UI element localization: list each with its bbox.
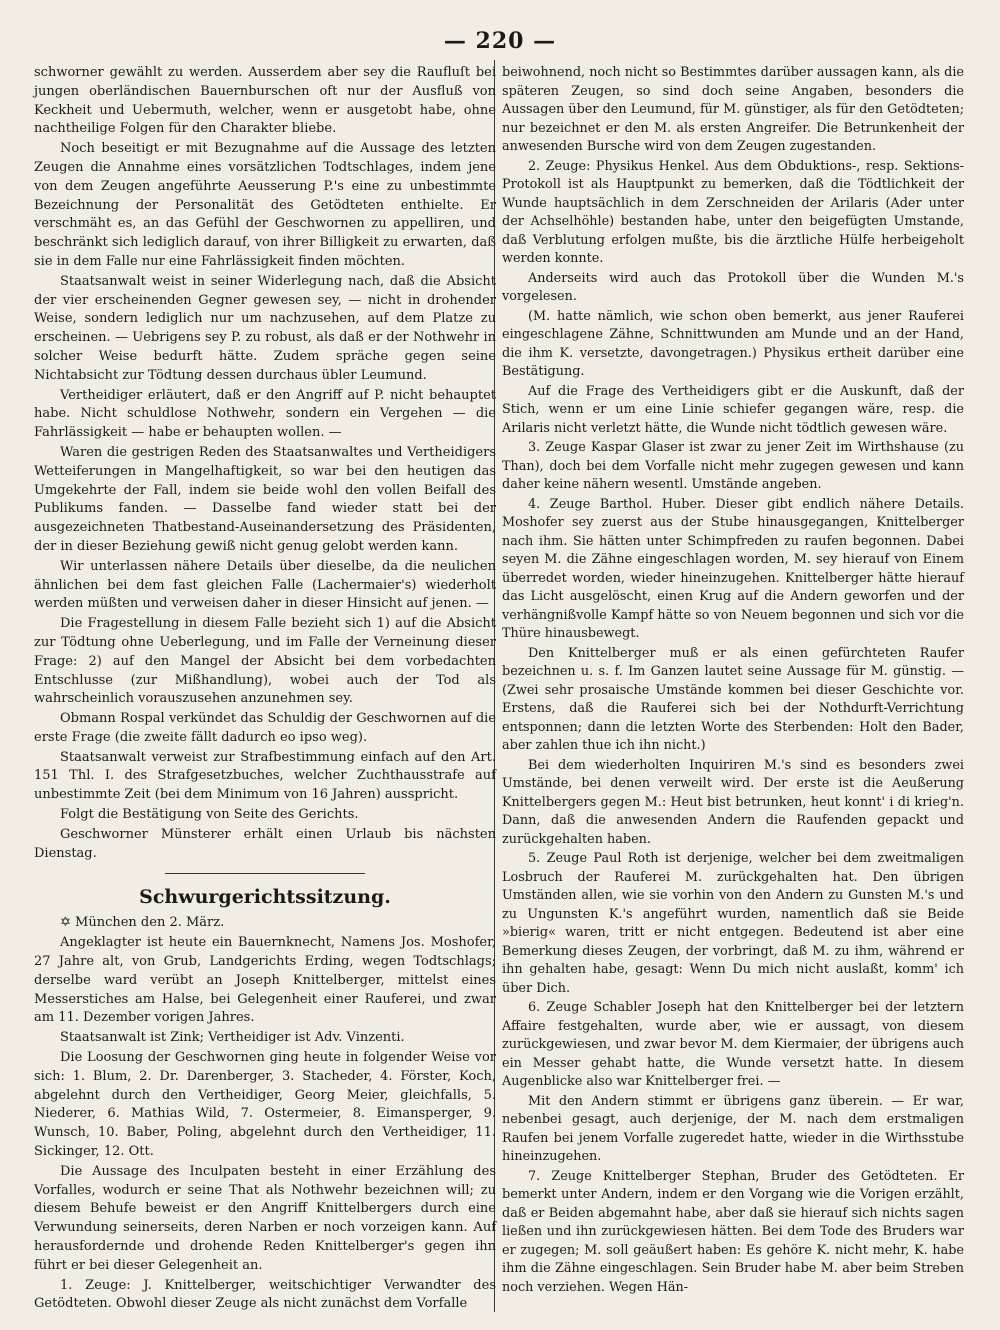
paragraph: Staatsanwalt ist Zink; Vertheidiger ist Adv. Vinzenti. xyxy=(60,1030,405,1046)
section-divider xyxy=(165,873,365,874)
left-column xyxy=(34,64,496,1314)
paragraph: Staatsanwalt weist in seiner Widerlegung nach, daß die Absicht der vier erscheinenden Gegner gewesen sey, — nicht in drohender Weise, sondern lediglich nur um nachzusehen, auf dem Platze zu erscheinen. — Uebrigens sey P. zu robust, als daß er der Nothwehr in solcher Weise bedurft hätte. Zudem spräche gegen seine Nichtabsicht zur Tödtung dessen durchaus übler Leumund. xyxy=(34,273,496,383)
paragraph: Die Fragestellung in diesem Falle bezieht sich 1) auf die Absicht zur Tödtung ohne Ueberlegung, und im Falle der Verneinung dieser Frage: 2) auf den Mangel der Absicht bei dem vorbedachten Entschlusse (zur Mißhandlung), wobei auch der Tod als wahrscheinlich vorauszusehen anzunehmen sey. xyxy=(34,616,496,707)
paragraph: 4. Zeuge Barthol. Huber. Dieser gibt endlich nähere Details. Moshofer sey zuerst aus der Stube hinausgegangen, Knittelberger nach ihm. Sie hätten unter Schimpfreden zu raufen begonnen. Dabei seyen M. die Zähne eingeschlagen worden, M. sey hierauf von Einem überredet worden, wieder hineinzugehen. Knittelberger hätte hierauf das Licht ausgelöscht, einen Krug auf die Andern geworfen und der verhängnißvolle Kampf hätte so von Neuem begonnen und sich vor die Thüre hinausbewegt. xyxy=(502,496,964,641)
page-number: — 220 — xyxy=(443,28,557,54)
paragraph: Waren die gestrigen Reden des Staatsanwaltes und Vertheidigers Wetteiferungen in Mangelhaftigkeit, so war bei den heutigen das Umgekehrte der Fall, indem sie beide wohl den vollen Beifall des Publikums fanden. — Dasselbe fand wieder statt bei der ausgezeichneten Thatbestand-Auseinandersetzung des Präsidenten, der in dieser Beziehung gewiß nicht genug gelobt werden kann. xyxy=(34,444,496,554)
continued-paragraph: schworner gewählt zu werden. Ausserdem aber sey die Raufluſt bei jungen oberländischen Bauernburschen oft nur der Ausfluß von Keckheit und Uebermuth, welcher, wenn er ausgetobt habe, ohne nachtheilige Folgen für den Charakter bliebe. xyxy=(34,65,496,137)
paragraph: Auf die Frage des Vertheidigers gibt er die Auskunft, daß der Stich, wenn er um eine Linie schiefer gegangen wäre, resp. die Arilaris nicht verletzt hätte, die Wunde nicht tödtlich gewesen wäre. xyxy=(502,383,964,436)
paragraph: Bei dem wiederholten Inquiriren M.'s sind es besonders zwei Umstände, bei denen verweilt wird. Der erste ist die Aeußerung Knittelbergers gegen M.: Heut bist betrunken, heut konnt' i di krieg'n. Dann, daß die anwesenden Andern die Raufenden gepackt und zurückgehalten haben. xyxy=(502,757,964,847)
paragraph: Noch beseitigt er mit Bezugnahme auf die Aussage des letzten Zeugen die Annahme eines vorsätzlichen Todtschlages, indem jene von dem Zeugen angeführte Aeusserung P.'s eine zu unbestimmte Bezeichnung der Personalität des Getödteten enthielte. Er verschmäht es, an das Gefühl der Geschwornen zu appelliren, und beschränkt sich lediglich darauf, von ihrer Billigkeit zu erwarten, daß sie in dem Falle nur eine Fahrlässigkeit finden möchten. xyxy=(34,141,496,269)
paragraph: Den Knittelberger muß er als einen gefürchteten Raufer bezeichnen u. s. f. Im Ganzen lautet seine Aussage für M. günstig. — (Zwei sehr prosaische Umstände kommen bei dieser Geschichte vor. Erstens, daß die Rauferei sich bei der Nothdurft-Verrichtung entsponnen; dann die letzten Worte des Sterbenden: Holt den Bader, aber zahlen thue ich ihn nicht.) xyxy=(502,645,964,753)
paragraph: Folgt die Bestätigung von Seite des Gerichts. xyxy=(60,807,359,823)
paragraph: (M. hatte nämlich, wie schon oben bemerkt, aus jener Rauferei eingeschlagene Zähne, Schnittwunden am Munde und an der Hand, die ihm K. versetzte, davongetragen.) Physikus ertheit darüber eine Bestätigung. xyxy=(502,308,964,379)
paragraph: Vertheidiger erläutert, daß er den Angriff auf P. nicht behauptet habe. Nicht schuldlose Nothwehr, sondern ein Vergehen — die Fahrlässigkeit — habe er behaupten wollen. — xyxy=(34,387,496,441)
right-column xyxy=(502,64,964,1297)
continued-paragraph: beiwohnend, noch nicht so Bestimmtes darüber aussagen kann, als die späteren Zeugen, so sind doch seine Angaben, besonders die Aussagen über den Leumund, für M. günstiger, als für den Getödteten; nur bezeichnet er den M. als ersten Angreifer. Die Betrunkenheit der anwesenden Bursche wird von dem Zeugen zugestanden. xyxy=(502,65,964,154)
paragraph: ✡ München den 2. März. xyxy=(60,915,225,931)
paragraph: Obmann Rospal verkündet das Schuldig der Geschwornen auf die erste Frage (die zweite fällt dadurch eo ipso weg). xyxy=(34,711,496,745)
paragraph: Die Loosung der Geschwornen ging heute in folgender Weise vor sich: 1. Blum, 2. Dr. Darenberger, 3. Stacheder, 4. Förster, Koch, abgelehnt durch den Vertheidiger, Georg Meier, gleichfalls, 5. Niederer, 6. Mathias Wild, 7. Ostermeier, 8. Eimansperger, 9. Wunsch, 10. Baber, Poling, abgelehnt durch den Vertheidiger, 11. Sickinger, 12. Ott. xyxy=(34,1050,496,1160)
paragraph: Angeklagter ist heute ein Bauernknecht, Namens Jos. Moshofer, 27 Jahre alt, von Grub, Landgerichts Erding, wegen Todtschlags; derselbe ward verübt an Joseph Knittelberger, mittelst eines Messerstiches am Halse, bei Gelegenheit einer Rauferei, und zwar am 11. Dezember vorigen Jahres. xyxy=(34,935,496,1026)
paragraph: Geschworner Münsterer erhält einen Urlaub bis nächsten Dienstag. xyxy=(34,826,496,861)
paragraph: 3. Zeuge Kaspar Glaser ist zwar zu jener Zeit im Wirthshause (zu Than), doch bei dem Vorfalle nicht mehr zugegen gewesen und kann daher keine nähern wesentl. Umstände angeben. xyxy=(502,440,964,492)
paragraph: Staatsanwalt verweist zur Strafbestimmung einfach auf den Art. 151 Thl. I. des Strafgesetzbuches, welcher Zuchthausstrafe auf unbestimmte Zeit (bei dem Minimum von 16 Jahren) ausspricht. xyxy=(34,749,496,803)
paragraph: Mit den Andern stimmt er übrigens ganz überein. — Er war, nebenbei gesagt, auch derjenige, der M. nach dem erstmaligen Raufen bei jenem Vorfalle zugeredet hatte, wieder in die Wirthsstube hineinzugehen. xyxy=(502,1093,964,1164)
paragraph: 6. Zeuge Schabler Joseph hat den Knittelberger bei der letztern Affaire festgehalten, wurde aber, wie er aussagt, von diesem zurückgewiesen, und zwar bevor M. dem Kiermaier, der übrigens auch ein Messer gehabt hatte, die Wunde versetzt hatte. In diesem Augenblicke also war Knittelberger frei. — xyxy=(502,1000,964,1089)
section-heading: Schwurgerichtssitzung. xyxy=(139,886,391,909)
paragraph: Anderseits wird auch das Protokoll über die Wunden M.'s vorgelesen. xyxy=(502,270,964,304)
paragraph: Wir unterlassen nähere Details über dieselbe, da die neulichen ähnlichen bei dem fast gleichen Falle (Lachermaier's) wiederholt werden müßten und verweisen daher in dieser Hinsicht auf jenen. — xyxy=(34,558,496,612)
paragraph: 5. Zeuge Paul Roth ist derjenige, welcher bei dem zweitmaligen Losbruch der Rauferei M. zurückgehalten hat. Den übrigen Umständen allen, wie sie vorhin von den Andern zu Gunsten M.'s und zu Ungunsten K.'s angeführt wurden, namentlich daß sie Beide »bierig« waren, tritt er nicht entgegen. Bedeutend ist aber eine Bemerkung dieses Zeugen, der vorbringt, daß M. zu ihm, während er ihn gehalten habe, gesagt: Wenn Du mich nicht auslaßt, komm' ich über Dich. xyxy=(502,851,964,996)
paragraph: 7. Zeuge Knittelberger Stephan, Bruder des Getödteten. Er bemerkt unter Andern, indem er den Vorgang wie die Vorigen erzählt, daß er Beiden abgemahnt habe, aber daß sie hierauf sich nichts sagen ließen und ihn zurückgewiesen hätten. Bei dem Tode des Bruders war er zugegen; M. soll geäußert haben: Es gehöre K. nicht mehr, K. habe ihm die Zähne eingeschlagen. Sein Bruder habe M. aber beim Streben noch verziehen. Wegen Hän- xyxy=(502,1168,964,1295)
paragraph: 2. Zeuge: Physikus Henkel. Aus dem Obduktions-, resp. Sektions-Protokoll ist als Hauptpunkt zu bemerken, daß die Tödtlichkeit der Wunde hauptsächlich in dem Zerschneiden der Arilaris (Ader unter der Achselhöhle) bestanden habe, unter den beigefügten Umstande, daß Verblutung erfolgen mußte, bis die ärztliche Hülfe herbeigeholt werden konnte. xyxy=(502,158,964,266)
paragraph: Die Aussage des Inculpaten besteht in einer Erzählung des Vorfalles, wodurch er seine That als Nothwehr bezeichnen will; zu diesem Behufe beweist er den Angriff Knittelbergers durch eine Verwundung seinerseits, deren Narben er noch vorzeigen kann. Auf herausfordernde und drohende Reden Knittelberger's gegen ihn führt er bei dieser Gelegenheit an. xyxy=(34,1163,496,1273)
paragraph: 1. Zeuge: J. Knittelberger, weitschichtiger Verwandter des Getödteten. Obwohl dieser Zeuge als nicht zunächst dem Vorfalle xyxy=(34,1277,496,1312)
